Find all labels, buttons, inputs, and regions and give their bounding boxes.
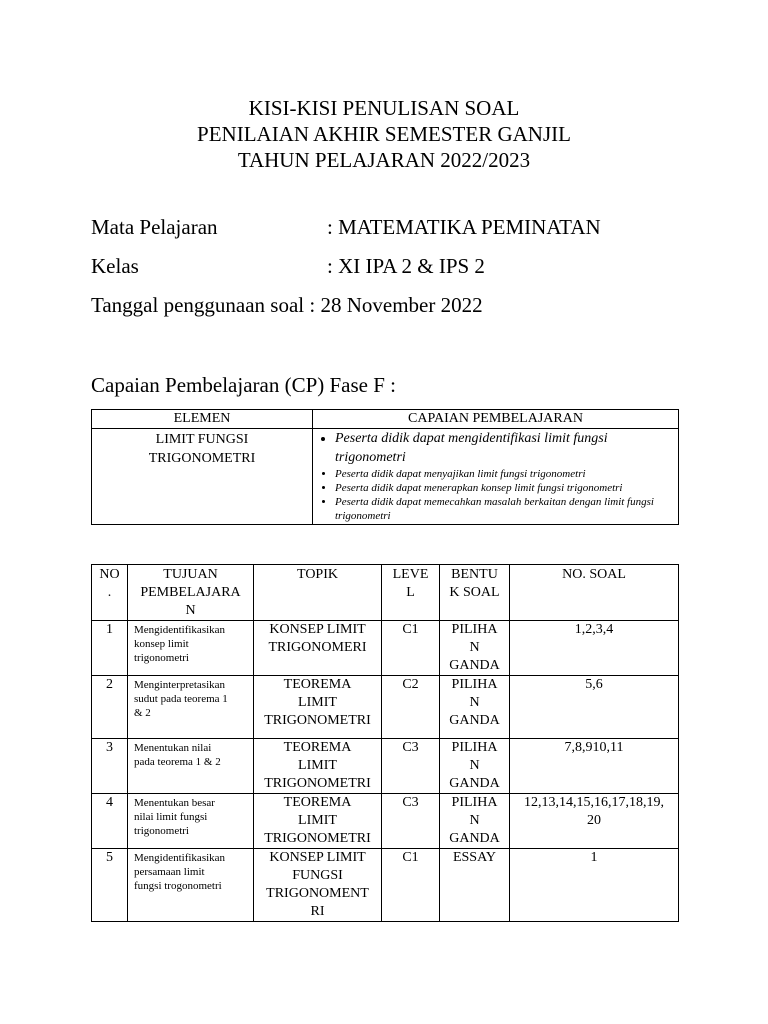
- tp-cell-tujuan-line: konsep limit: [134, 638, 189, 650]
- tp-header-line: N: [185, 603, 196, 618]
- meta-kelas: [91, 253, 485, 279]
- cp-list-item: • Peserta didik dapat menerapkan konsep limit fungsi trigonometri: [335, 481, 678, 495]
- tp-cell-level-line: C1: [402, 850, 419, 865]
- tp-cell-topik-line: TRIGONOMETRI: [264, 776, 371, 791]
- tp-cell-tujuan: [128, 794, 254, 849]
- tp-cell-bentuk-line: N: [469, 640, 480, 655]
- tp-header-line: L: [406, 585, 415, 600]
- cp-table-row: [92, 429, 679, 525]
- tp-cell-topik-line: TEOREMA: [283, 740, 352, 755]
- tp-header-level: [382, 565, 440, 621]
- cp-elemen-line: TRIGONOMETRI: [148, 451, 256, 466]
- tp-cell-bentuk-line: PILIHA: [451, 740, 498, 755]
- tp-cell-topik: [254, 676, 382, 739]
- tp-cell-bentuk-line: GANDA: [449, 776, 500, 791]
- tp-cell-bentuk: [440, 676, 510, 739]
- cp-header-capaian: CAPAIAN PEMBELAJARAN: [313, 410, 679, 429]
- kelas-label: Kelas: [91, 254, 139, 278]
- cp-table: [91, 409, 679, 525]
- tp-cell-level-line: C3: [402, 795, 419, 810]
- tp-cell-no-line: 1: [106, 622, 113, 637]
- tp-cell-nosoal: [510, 794, 679, 849]
- tp-cell-level-line: C2: [402, 677, 419, 692]
- tp-cell-no-line: 2: [106, 677, 113, 692]
- tp-cell-nosoal-line: 1,2,3,4: [574, 622, 614, 637]
- meta-tanggal: [91, 292, 483, 318]
- tp-cell-no-line: 5: [106, 850, 113, 865]
- tp-cell-bentuk: [440, 794, 510, 849]
- tp-cell-topik-line: TRIGONOMETRI: [264, 713, 371, 728]
- tp-cell-level: [382, 621, 440, 676]
- tp-header-line: NO: [99, 567, 120, 582]
- tp-cell-tujuan-line: nilai limit fungsi: [134, 811, 208, 823]
- tp-header-bentuk: [440, 565, 510, 621]
- tp-cell-tujuan-line: fungsi trogonometri: [134, 880, 222, 892]
- tp-cell-no: [92, 621, 128, 676]
- tp-cell-topik-line: LIMIT: [298, 758, 337, 773]
- tp-cell-level: [382, 739, 440, 794]
- tp-cell-topik-line: KONSEP LIMIT: [269, 850, 366, 865]
- tp-cell-no-line: 3: [106, 740, 113, 755]
- tp-cell-nosoal-line: 5,6: [585, 677, 603, 692]
- tp-cell-topik: [254, 849, 382, 922]
- tp-cell-bentuk-line: N: [469, 695, 480, 710]
- tp-cell-bentuk-line: GANDA: [449, 831, 500, 846]
- mapel-value: : MATEMATIKA PEMINATAN: [327, 215, 601, 239]
- tp-header-tujuan: [128, 565, 254, 621]
- mapel-label: Mata Pelajaran: [91, 215, 218, 239]
- tp-cell-tujuan-line: Menentukan besar: [134, 797, 215, 809]
- tp-cell-topik: [254, 621, 382, 676]
- kelas-value: : XI IPA 2 & IPS 2: [327, 254, 485, 278]
- tp-cell-tujuan: [128, 621, 254, 676]
- doc-title-line-3: TAHUN PELAJARAN 2022/2023: [237, 148, 531, 172]
- tp-cell-tujuan-line: Menginterpretasikan: [134, 679, 226, 691]
- tp-cell-level-line: C1: [402, 622, 419, 637]
- tp-cell-nosoal-line: 7,8,910,11: [564, 740, 624, 755]
- tp-cell-bentuk-line: GANDA: [449, 658, 500, 673]
- cp-list-item: • Peserta didik dapat menyajikan limit fungsi trigonometri: [335, 467, 678, 481]
- tp-cell-tujuan-line: trigonometri: [134, 652, 189, 664]
- cp-table-header-row: [92, 410, 679, 429]
- cp-heading: Capaian Pembelajaran (CP) Fase F :: [91, 373, 397, 397]
- cp-list-item: • Peserta didik dapat mengidentifikasi limit fungsi trigonometri: [335, 429, 678, 467]
- tp-table-row: [92, 621, 679, 676]
- tanggal-value: : 28 November 2022: [309, 293, 483, 317]
- tp-table-row: [92, 849, 679, 922]
- tp-cell-nosoal: [510, 739, 679, 794]
- tp-cell-tujuan-line: pada teorema 1 & 2: [134, 756, 221, 768]
- tp-header-topik: TOPIK: [254, 565, 382, 621]
- tp-cell-topik: [254, 794, 382, 849]
- tp-cell-bentuk-line: PILIHA: [451, 795, 498, 810]
- tp-cell-tujuan-line: Mengidentifikasikan: [134, 624, 226, 636]
- cp-capaian-cell: [313, 429, 679, 525]
- tp-cell-no: [92, 794, 128, 849]
- tp-cell-no-line: 4: [106, 795, 113, 810]
- tp-cell-nosoal-line: 20: [587, 813, 601, 828]
- tp-cell-tujuan-line: Menentukan nilai: [134, 742, 212, 754]
- tp-cell-nosoal: [510, 676, 679, 739]
- tp-cell-topik-line: TRIGONOMERI: [268, 640, 367, 655]
- tp-cell-no: [92, 849, 128, 922]
- tp-cell-tujuan-line: Mengidentifikasikan: [134, 852, 226, 864]
- tp-cell-no: [92, 676, 128, 739]
- tp-cell-nosoal: [510, 849, 679, 922]
- tp-header-no: [92, 565, 128, 621]
- tp-cell-topik: [254, 739, 382, 794]
- tp-table-header-row: [92, 565, 679, 621]
- tp-cell-tujuan-line: trigonometri: [134, 825, 189, 837]
- tp-cell-tujuan-line: sudut pada teorema 1: [134, 693, 228, 705]
- cp-elemen-cell: [92, 429, 313, 525]
- doc-title-line-2: PENILAIAN AKHIR SEMESTER GANJIL: [197, 122, 571, 146]
- tp-cell-bentuk-line: PILIHA: [451, 622, 498, 637]
- cp-header-elemen: ELEMEN: [92, 410, 313, 429]
- tp-table: [91, 564, 679, 922]
- tp-table-row: [92, 794, 679, 849]
- tp-cell-topik-line: KONSEP LIMIT: [269, 622, 366, 637]
- tp-header-line: TUJUAN: [163, 567, 218, 582]
- tp-cell-nosoal-line: 12,13,14,15,16,17,18,19,: [524, 795, 664, 810]
- tp-cell-topik-line: LIMIT: [298, 813, 337, 828]
- meta-mapel: [91, 214, 601, 240]
- tp-cell-bentuk-line: PILIHA: [451, 677, 498, 692]
- tp-cell-tujuan-line: persamaan limit: [134, 866, 205, 878]
- tp-header-nosoal: NO. SOAL: [510, 565, 679, 621]
- tp-cell-bentuk-line: GANDA: [449, 713, 500, 728]
- tp-cell-bentuk-line: N: [469, 813, 480, 828]
- tp-cell-bentuk: [440, 849, 510, 922]
- tp-cell-level: [382, 676, 440, 739]
- tp-cell-tujuan: [128, 849, 254, 922]
- tp-table-body: [92, 621, 679, 922]
- tp-table-row: [92, 676, 679, 739]
- tp-cell-nosoal: [510, 621, 679, 676]
- tp-cell-tujuan: [128, 739, 254, 794]
- tp-cell-level: [382, 794, 440, 849]
- doc-title-line-1: KISI-KISI PENULISAN SOAL: [248, 96, 520, 120]
- tp-cell-tujuan-line: & 2: [134, 707, 151, 719]
- cp-elemen-line: LIMIT FUNGSI: [155, 432, 249, 447]
- tp-cell-topik-line: LIMIT: [298, 695, 337, 710]
- tp-cell-topik-line: TRIGONOMETRI: [264, 831, 371, 846]
- tp-header-line: .: [107, 585, 112, 600]
- tp-cell-bentuk-line: ESSAY: [452, 850, 497, 865]
- tp-header-line: BENTU: [451, 567, 498, 582]
- tanggal-label: Tanggal penggunaan soal: [91, 293, 305, 317]
- tp-table-row: [92, 739, 679, 794]
- tp-cell-level: [382, 849, 440, 922]
- tp-cell-bentuk: [440, 621, 510, 676]
- cp-list: [319, 429, 678, 523]
- tp-cell-topik-line: TEOREMA: [283, 677, 352, 692]
- tp-header-line: K SOAL: [449, 585, 500, 600]
- tp-cell-bentuk: [440, 739, 510, 794]
- tp-cell-tujuan: [128, 676, 254, 739]
- tp-cell-no: [92, 739, 128, 794]
- tp-header-line: LEVE: [392, 567, 429, 582]
- tp-cell-topik-line: TRIGONOMENT: [266, 886, 369, 901]
- tp-cell-topik-line: FUNGSI: [292, 868, 343, 883]
- tp-cell-bentuk-line: N: [469, 758, 480, 773]
- tp-cell-topik-line: RI: [310, 904, 325, 919]
- cp-list-item: • Peserta didik dapat memecahkan masalah berkaitan dengan limit fungsi trigonometri: [335, 495, 678, 523]
- tp-cell-level-line: C3: [402, 740, 419, 755]
- tp-header-line: PEMBELAJARA: [140, 585, 241, 600]
- tp-cell-topik-line: TEOREMA: [283, 795, 352, 810]
- tp-cell-nosoal-line: 1: [590, 850, 598, 865]
